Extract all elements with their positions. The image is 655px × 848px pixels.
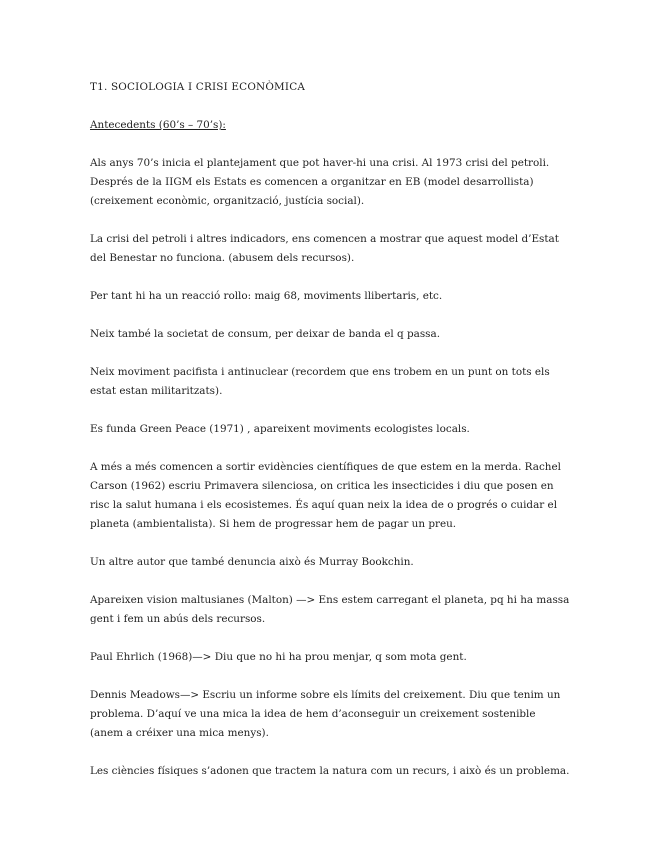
- document-body: [90, 78, 570, 800]
- paragraph-6: Es funda Green Peace (1971) , apareixent moviments ecologistes locals.: [90, 423, 470, 435]
- paragraph-11: Dennis Meadows—> Escriu un informe sobre els límits del creixement. Diu que tenim un problema. D’aquí ve una mica la idea de hem d’aconseguir un creixement sostenible (anem a créixer una mica menys).: [90, 689, 561, 739]
- section-heading: Antecedents (60’s – 70’s):: [90, 119, 226, 131]
- paragraph-1: Als anys 70’s inicia el plantejament que pot haver-hi una crisi. Al 1973 crisi del petroli. Després de la IIGM els Estats es comencen a organitzar en EB (model desarrollista) (creixement econòmic, organització, justícia social).: [90, 157, 550, 207]
- paragraph-5: Neix moviment pacifista i antinuclear (recordem que ens trobem en un punt on tots els estat estan militaritzats).: [90, 366, 550, 397]
- document-title: T1. SOCIOLOGIA I CRISI ECONÒMICA: [90, 81, 306, 93]
- paragraph-4: Neix també la societat de consum, per deixar de banda el q passa.: [90, 328, 441, 340]
- paragraph-12: Les ciències físiques s’adonen que tractem la natura com un recurs, i això és un problema.: [90, 765, 570, 777]
- paragraph-10: Paul Ehrlich (1968)—> Diu que no hi ha prou menjar, q som mota gent.: [90, 651, 467, 663]
- paragraph-8: Un altre autor que també denuncia això és Murray Bookchin.: [90, 556, 414, 568]
- paragraph-2: La crisi del petroli i altres indicadors, ens comencen a mostrar que aquest model d’Estat del Benestar no funciona. (abusem dels recursos).: [90, 233, 559, 264]
- paragraph-3: Per tant hi ha un reacció rollo: maig 68, moviments llibertaris, etc.: [90, 290, 443, 302]
- paragraph-7: A més a més comencen a sortir evidències científiques de que estem en la merda. Rachel Carson (1962) escriu Primavera silenciosa, on critica les insecticides i diu que posen en risc la salut humana i els ecosistemes. És aquí quan neix la idea de o progrés o cuidar el planeta (ambientalista). Si hem de progressar hem de pagar un preu.: [90, 461, 561, 530]
- paragraph-9: Apareixen vision maltusianes (Malton) —> Ens estem carregant el planeta, pq hi ha massa gent i fem un abús dels recursos.: [90, 594, 570, 625]
